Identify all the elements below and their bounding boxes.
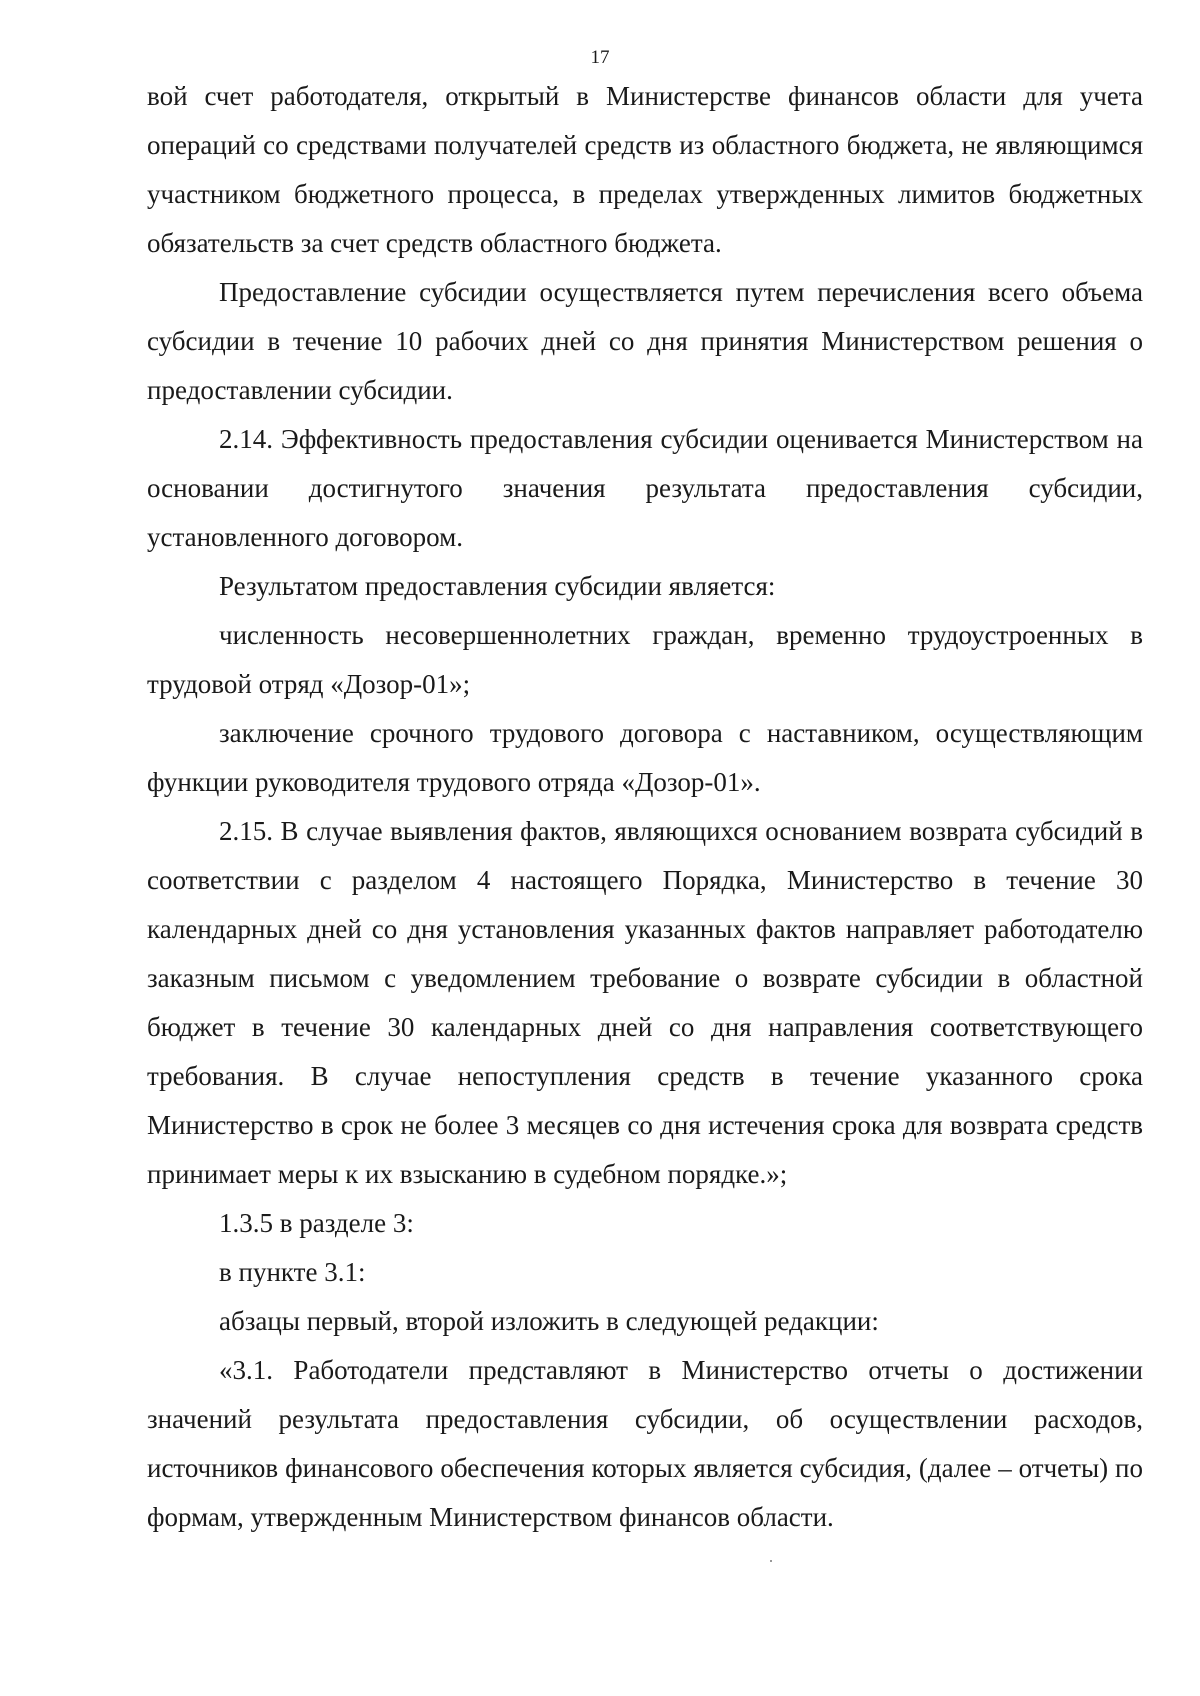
- paragraph-1-3-5: 1.3.5 в разделе 3:: [219, 1208, 414, 1238]
- page-number: 17: [590, 47, 610, 68]
- paragraph-3-1: «3.1. Работодатели представляют в Министерство отчеты о достижении значений результата предоставления субсидии, об осуществлении расходов, источников финансового обеспечения которых является субсидия, (далее – отчеты) по формам, утвержденным Министерством финансов области.: [147, 1355, 1143, 1532]
- paragraph-2-14: 2.14. Эффективность предоставления субсидии оценивается Министерством на основании достигнутого значения результата предоставления субсидии, установленного договором.: [147, 424, 1143, 552]
- paragraph-point-3-1: в пункте 3.1:: [219, 1257, 366, 1287]
- paragraph-continuation: вой счет работодателя, открытый в Министерстве финансов области для учета операций со средствами получателей средств из областного бюджета, не являющимся участником бюджетного процесса, в пределах утвержденных лимитов бюджетных обязательств за счет средств областного бюджета.: [147, 81, 1143, 258]
- paragraph-result-minors: численность несовершеннолетних граждан, временно трудоустроенных в трудовой отряд «Дозор-01»;: [147, 620, 1143, 699]
- paragraph-result-mentor: заключение срочного трудового договора с наставником, осуществляющим функции руководителя трудового отряда «Дозор-01».: [147, 718, 1143, 797]
- paragraph-result-intro: Результатом предоставления субсидии является:: [219, 571, 776, 601]
- scan-speck: [770, 1560, 772, 1562]
- document-body: [147, 72, 1143, 1542]
- paragraph-amend-instruction: абзацы первый, второй изложить в следующей редакции:: [219, 1306, 879, 1336]
- paragraph-2-15: 2.15. В случае выявления фактов, являющихся основанием возврата субсидий в соответствии с разделом 4 настоящего Порядка, Министерство в течение 30 календарных дней со дня установления указанных фактов направляет работодателю заказным письмом с уведомлением требование о возврате субсидии в областной бюджет в течение 30 календарных дней со дня направления соответствующего требования. В случае непоступления средств в течение указанного срока Министерство в срок не более 3 месяцев со дня истечения срока для возврата средств принимает меры к их взысканию в судебном порядке.»;: [147, 816, 1143, 1189]
- paragraph-subsidy-transfer: Предоставление субсидии осуществляется путем перечисления всего объема субсидии в течение 10 рабочих дней со дня принятия Министерством решения о предоставлении субсидии.: [147, 277, 1143, 405]
